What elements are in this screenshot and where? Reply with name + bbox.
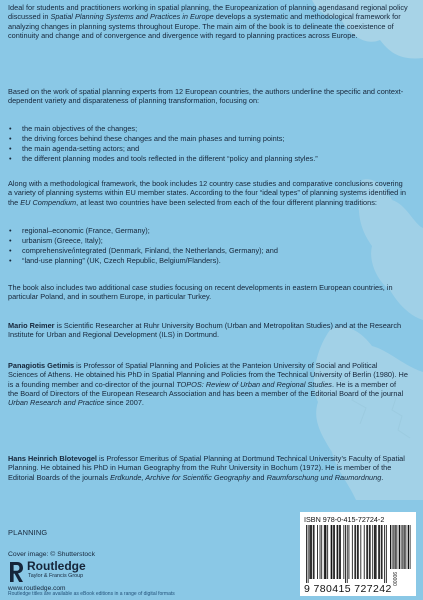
barcode-bar <box>355 525 356 579</box>
barcode-bar <box>306 525 307 583</box>
barcode-bar <box>376 525 377 579</box>
barcode-bar <box>331 525 332 579</box>
paragraph-text: , at least two countries have been selected from each of the four different planning traditions: <box>76 197 377 207</box>
barcode-bar <box>337 525 338 579</box>
barcode-bar <box>404 525 405 569</box>
ebook-availability-note: Routledge titles are available as eBook editions in a range of digital formats <box>8 591 175 597</box>
barcode-bar <box>321 525 322 579</box>
paragraph-text: and <box>250 472 267 482</box>
barcode-bar <box>332 525 333 579</box>
barcode-bar <box>308 525 309 583</box>
barcode-bar <box>340 525 341 579</box>
paragraph-text: Ideal for students and practitioners working in spatial planning, the Europeanization of planning agendas <box>8 3 347 12</box>
barcode-bar <box>352 525 353 579</box>
barcode-bar <box>392 525 393 569</box>
price-code: 90000 <box>391 572 397 586</box>
barcode-digits: 9 780415 727242 <box>304 583 392 595</box>
author-name: Hans Heinrich Blotevogel <box>8 454 97 463</box>
barcode-bar <box>381 525 382 579</box>
barcode-bar <box>407 525 408 569</box>
barcode-bar <box>396 525 397 569</box>
paragraph-text: is Professor of Spatial Planning and Policies at the Panteion University of Social and Political Sciences of Athens. He obtained his PhD in Spatial Planning and Policies from the Technical University of Berlin (1980). He is a founding member and co-director of the journal <box>8 361 408 389</box>
paragraph-text: . He is a member of the Board of Directors of the European Research Association and has been a member of the Editorial Board of the journal <box>8 379 404 398</box>
focus-intro-paragraph: Based on the work of spatial planning experts from 12 European countries, the authors underline the specific and context-dependent variety and disparateness of planning transformation, focusing on: <box>8 87 404 106</box>
isbn-barcode-box <box>300 512 416 596</box>
barcode-bar <box>324 525 325 579</box>
barcode-bar <box>390 525 391 569</box>
author-name: Mario Reimer <box>8 321 55 330</box>
traditions-list <box>8 226 408 266</box>
barcode-bar <box>382 525 383 579</box>
author-name: Panagiotis Getimis <box>8 361 75 370</box>
additional-cases-paragraph: The book also includes two additional case studies focusing on recent developments in eastern European countries, in particular Poland, and in southern Europe, in particular Turkey. <box>8 283 393 302</box>
barcode-bar <box>401 525 402 569</box>
barcode-bar <box>347 525 348 583</box>
publisher-subtitle: Taylor & Francis Group <box>28 573 84 579</box>
italic-title-text: TOPOS: Review of Urban and Regional Studies <box>176 379 332 389</box>
barcode-bar <box>366 525 367 579</box>
barcode-bar <box>333 525 334 579</box>
list-item: • regional–economic (France, Germany); <box>8 226 408 236</box>
paragraph-text: develops a systematic and methodological framework for analyzing changes in planning systems throughout Europe. The main aim of the book is to delineate the coexistence of continuity and change and of convergence and divergence with regard to planning practices across Europe. <box>8 12 401 40</box>
barcode-bar <box>379 525 380 579</box>
author-bio-reimer <box>8 321 408 340</box>
barcode-bar <box>325 525 326 579</box>
barcode-bar <box>395 525 396 569</box>
focus-list <box>8 124 408 164</box>
list-item: • urbanism (Greece, Italy); <box>8 236 408 246</box>
barcode-bar <box>339 525 340 579</box>
intro-paragraph <box>8 3 408 40</box>
list-item: • comprehensive/integrated (Denmark, Finland, the Netherlands, Germany); and <box>8 246 408 256</box>
barcode-bar <box>367 525 368 579</box>
barcode-bar <box>399 525 400 569</box>
barcode-bar <box>386 525 387 583</box>
barcode-bar <box>317 525 318 579</box>
list-item: • the main agenda-setting actors; and <box>8 144 408 154</box>
barcode-bar <box>374 525 375 579</box>
barcode-bar <box>327 525 328 579</box>
barcode-bar <box>378 525 379 579</box>
barcode-bar <box>369 525 370 579</box>
barcode-bar <box>311 525 312 579</box>
barcode-bar <box>343 525 344 579</box>
barcode-bar <box>384 525 385 583</box>
barcode-bar <box>320 525 321 579</box>
barcode-bar <box>314 525 315 579</box>
barcode-bar <box>410 525 411 569</box>
barcode-bar <box>313 525 314 579</box>
routledge-r-logo-icon <box>8 561 24 583</box>
paragraph-text: and regional policy discussed in <box>8 3 408 22</box>
barcode-bar <box>398 525 399 569</box>
italic-title-text: Urban Research and Practice <box>8 398 105 408</box>
barcode-bar <box>337 525 338 579</box>
barcode-bar <box>358 525 359 579</box>
cover-image-credit: Cover image: © Shutterstock <box>8 551 95 558</box>
paragraph-text: since 2007. <box>104 398 144 408</box>
author-bio-blotevogel <box>8 454 408 482</box>
list-item: • the driving forces behind these changes and the main phases and turning points; <box>8 134 408 144</box>
author-bio-getimis <box>8 361 408 407</box>
list-item: • the main objectives of the changes; <box>8 124 408 134</box>
barcode-bar <box>402 525 403 569</box>
paragraph-text: . <box>381 472 384 482</box>
barcode-bar <box>334 525 335 579</box>
paragraph-text: Along with a methodological framework, the book includes 12 country case studies and comparative conclusions covering a variety of planning systems within EU member states. According to the four “ideal types” of planning systems identified in the <box>8 179 406 207</box>
barcode-bar <box>345 525 346 583</box>
case-studies-paragraph <box>8 179 408 207</box>
italic-title-text: EU Compendium <box>20 197 77 207</box>
barcode-bar <box>370 525 371 579</box>
barcode-bar <box>372 525 373 579</box>
list-item: • “land-use planning” (UK, Czech Republic, Belgium/Flanders). <box>8 256 408 266</box>
barcode-bar <box>357 525 358 579</box>
barcode-bar <box>364 525 365 579</box>
publisher-url: www.routledge.com <box>8 585 66 592</box>
barcode-bar <box>310 525 311 579</box>
barcode-bar <box>309 525 310 579</box>
barcode-bar <box>349 525 350 579</box>
barcode-bar <box>405 525 406 569</box>
italic-title-text: Spatial Planning Systems and Practices in Europe <box>50 12 214 22</box>
barcode-bar <box>408 525 409 569</box>
barcode-bar <box>393 525 394 569</box>
barcode-bar <box>326 525 327 579</box>
barcode-bar <box>354 525 355 579</box>
isbn-label: ISBN 978-0-415-72724-2 <box>304 515 385 524</box>
paragraph-text: is Professor Emeritus of Spatial Planning at Dortmund Technical University’s Faculty of Spatial Planning. He obtained his PhD in Human Geography from the Ruhr University in Bochum (1972). He is member of the Editorial Boards of the journals <box>8 454 405 482</box>
italic-title-text: Raumforschung und Raumordnung <box>266 472 382 482</box>
subject-category: PLANNING <box>8 528 48 537</box>
italic-title-text: Erdkunde, Archive for Scientific Geography <box>110 472 251 482</box>
list-item: • the different planning modes and tools reflected in the different “policy and planning styles.” <box>8 154 408 164</box>
publisher-name: Routledge <box>27 559 86 573</box>
barcode-bar <box>375 525 376 579</box>
paragraph-text: is Scientific Researcher at Ruhr University Bochum (Urban and Metropolitan Studies) and at the Research Institute for Urban and Regional Development (ILS) in Dortmund. <box>8 321 402 340</box>
barcode-bar <box>360 525 361 579</box>
